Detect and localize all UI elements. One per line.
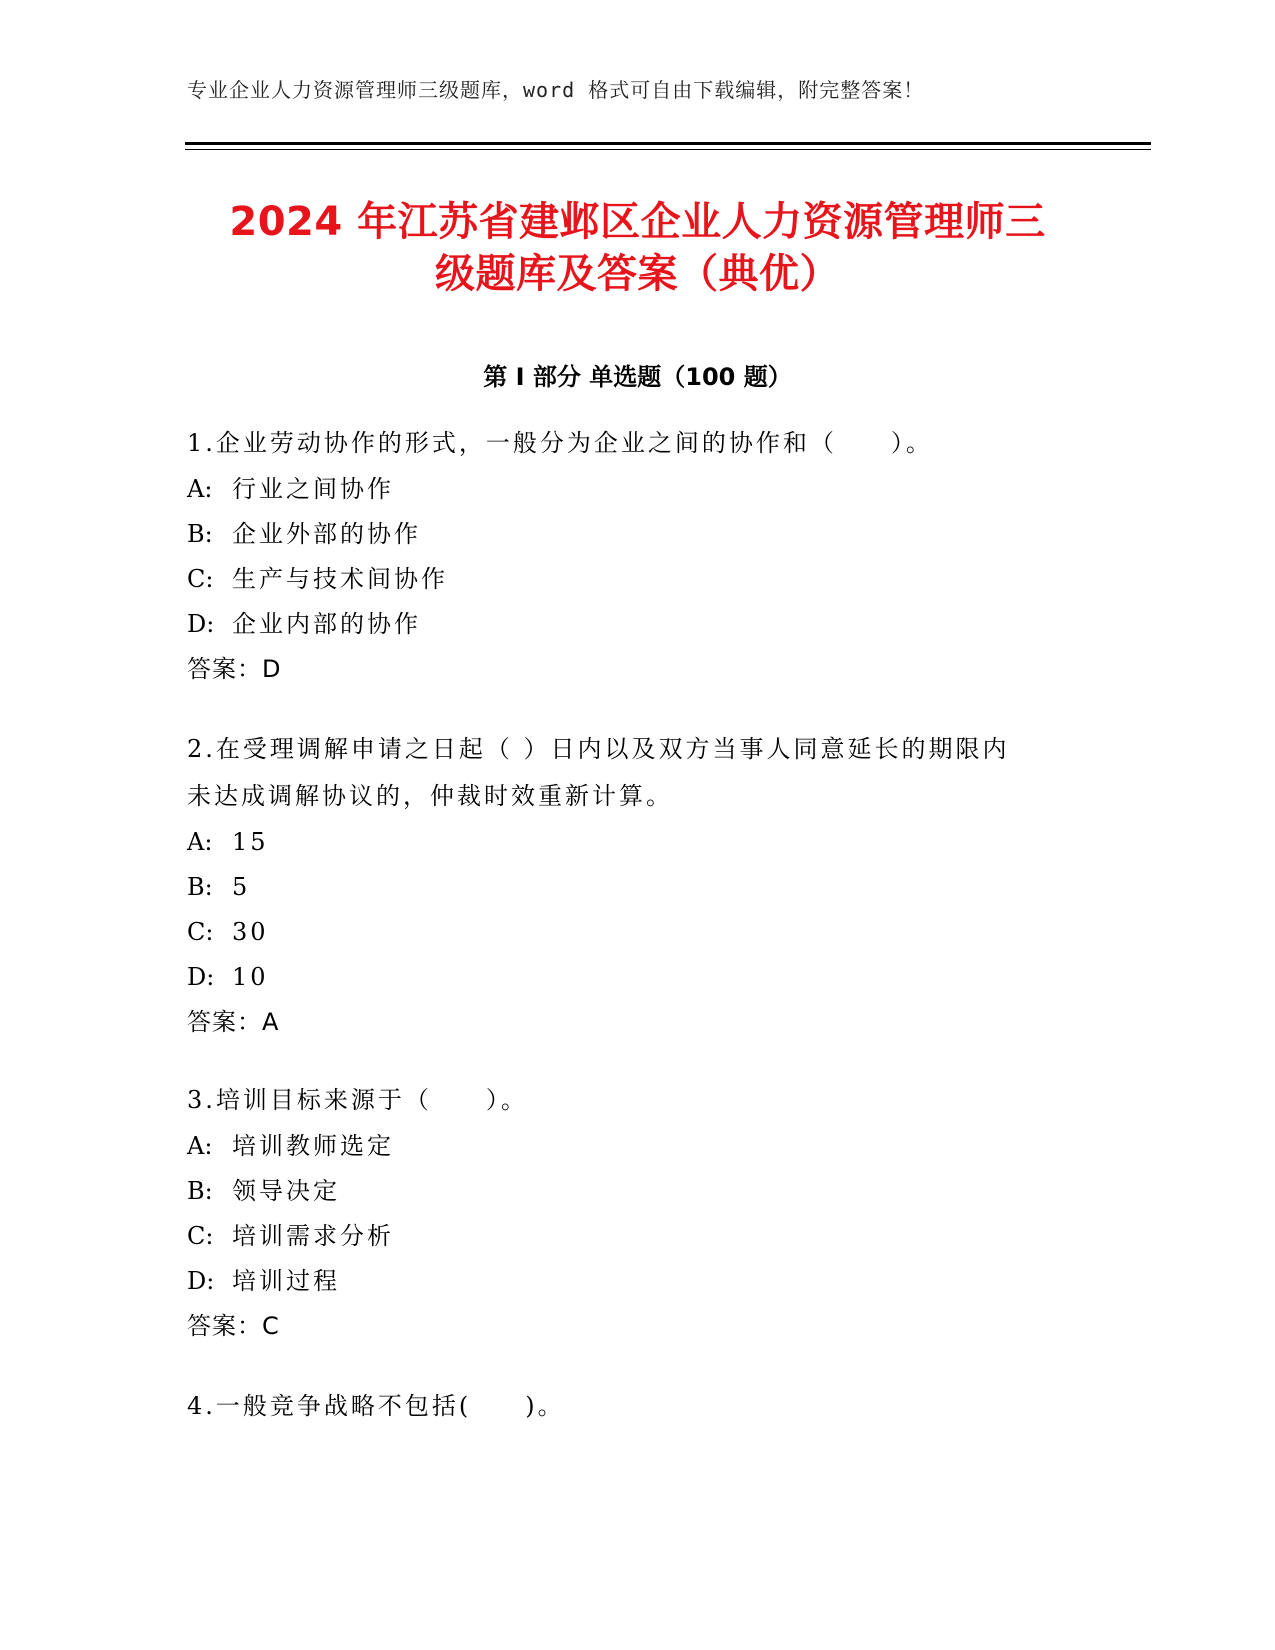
option-text: 5 bbox=[232, 873, 251, 901]
option-text: 生产与技术间协作 bbox=[232, 565, 448, 593]
answer: 答案：A bbox=[187, 1008, 280, 1036]
document-title bbox=[150, 196, 1125, 300]
option-label: A: bbox=[187, 475, 213, 503]
option-label: D: bbox=[187, 963, 215, 991]
option-b bbox=[187, 1169, 1087, 1214]
option-text: 培训教师选定 bbox=[232, 1132, 394, 1160]
option-label: C: bbox=[187, 565, 214, 593]
option-text: 企业外部的协作 bbox=[232, 520, 421, 548]
option-text: 培训过程 bbox=[232, 1267, 340, 1295]
option-label: B: bbox=[187, 520, 213, 548]
option-label: D: bbox=[187, 610, 215, 638]
question-2 bbox=[187, 726, 1087, 1045]
option-b bbox=[187, 512, 1087, 557]
option-a bbox=[187, 467, 1087, 512]
question-stem-line-2: 未达成调解协议的，仲裁时效重新计算。 bbox=[187, 782, 673, 810]
page-header-text: 专业企业人力资源管理师三级题库，word 格式可自由下载编辑，附完整答案！ bbox=[187, 78, 925, 102]
title-line-1: 2024 年江苏省建邺区企业人力资源管理师三 bbox=[229, 199, 1046, 245]
option-label: A: bbox=[187, 828, 213, 856]
question-3 bbox=[187, 1077, 1087, 1349]
option-d bbox=[187, 602, 1087, 647]
option-text: 领导决定 bbox=[232, 1177, 340, 1205]
option-text: 企业内部的协作 bbox=[232, 610, 421, 638]
option-text: 10 bbox=[232, 963, 269, 991]
option-label: D: bbox=[187, 1267, 215, 1295]
option-d bbox=[187, 1259, 1087, 1304]
option-c bbox=[187, 1214, 1087, 1259]
question-stem: 1.企业劳动协作的形式，一般分为企业之间的协作和（ ）。 bbox=[187, 429, 933, 457]
header-rule-thick bbox=[185, 142, 1151, 145]
question-stem-line-1: 2.在受理调解申请之日起（ ）日内以及双方当事人同意延长的期限内 bbox=[187, 735, 1010, 763]
option-c bbox=[187, 557, 1087, 602]
option-text: 培训需求分析 bbox=[232, 1222, 394, 1250]
question-stem: 3.培训目标来源于（ ）。 bbox=[187, 1086, 528, 1114]
answer: 答案：D bbox=[187, 655, 282, 683]
title-line-2: 级题库及答案（典优） bbox=[435, 251, 840, 297]
option-text: 15 bbox=[232, 828, 269, 856]
option-label: A: bbox=[187, 1132, 213, 1160]
option-label: C: bbox=[187, 1222, 214, 1250]
question-stem: 4.一般竞争战略不包括( )。 bbox=[187, 1392, 565, 1420]
option-a bbox=[187, 820, 1087, 865]
question-4 bbox=[187, 1383, 1087, 1430]
option-text: 行业之间协作 bbox=[232, 475, 394, 503]
option-label: B: bbox=[187, 1177, 213, 1205]
option-c bbox=[187, 910, 1087, 955]
option-b bbox=[187, 865, 1087, 910]
option-d bbox=[187, 955, 1087, 1000]
section-title: 第 I 部分 单选题（100 题） bbox=[483, 363, 792, 391]
option-label: B: bbox=[187, 873, 213, 901]
header-rule-thin bbox=[185, 149, 1151, 150]
option-label: C: bbox=[187, 918, 214, 946]
answer: 答案：C bbox=[187, 1312, 280, 1340]
option-a bbox=[187, 1124, 1087, 1169]
option-text: 30 bbox=[232, 918, 269, 946]
question-1 bbox=[187, 420, 1087, 692]
